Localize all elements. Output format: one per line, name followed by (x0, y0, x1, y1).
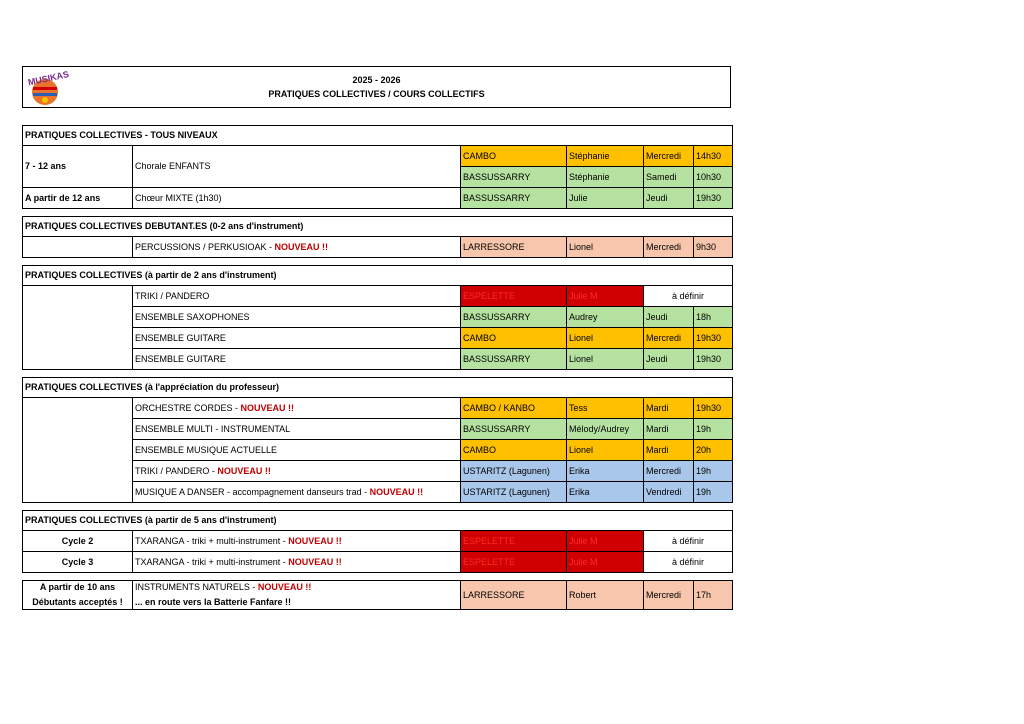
course-name: ENSEMBLE SAXOPHONES (133, 307, 461, 328)
day: Mercredi (644, 146, 694, 167)
teacher: Erika (567, 482, 644, 503)
course-name: ENSEMBLE GUITARE (133, 328, 461, 349)
time: 14h30 (694, 146, 733, 167)
day: Mardi (644, 419, 694, 440)
location: ESPELETTE (461, 286, 567, 307)
time: 19h (694, 461, 733, 482)
section-2-ans (22, 265, 733, 370)
course-name: TXARANGA - triki + multi-instrument - NOUVEAU !! (133, 531, 461, 552)
teacher: Julie (567, 188, 644, 209)
nouveau-badge: NOUVEAU !! (369, 486, 424, 497)
time: 10h30 (694, 167, 733, 188)
table-row (23, 286, 733, 307)
day: Mardi (644, 398, 694, 419)
day: Samedi (644, 167, 694, 188)
course-name: TRIKI / PANDERO (133, 286, 461, 307)
table-row (23, 188, 733, 209)
teacher: Lionel (567, 328, 644, 349)
course-name: ENSEMBLE MULTI - INSTRUMENTAL (133, 419, 461, 440)
nouveau-badge: NOUVEAU !! (257, 582, 312, 592)
course-name: ENSEMBLE MUSIQUE ACTUELLE (133, 440, 461, 461)
section-5-ans (22, 510, 733, 573)
teacher: Lionel (567, 440, 644, 461)
age-group: A partir de 12 ans (23, 188, 133, 209)
teacher: Erika (567, 461, 644, 482)
time: 19h30 (694, 328, 733, 349)
time: 19h (694, 482, 733, 503)
age-group-empty (23, 398, 133, 503)
school-year: 2025 - 2026 (352, 75, 401, 85)
table-row (23, 581, 733, 610)
location: BASSUSSARRY (461, 349, 567, 370)
location: BASSUSSARRY (461, 307, 567, 328)
location: BASSUSSARRY (461, 419, 567, 440)
time: 17h (694, 581, 733, 610)
course-name: INSTRUMENTS NATURELS - NOUVEAU !! ... en route vers la Batterie Fanfare !! (133, 581, 461, 610)
schedule-tbd: à définir (644, 531, 733, 552)
logo-text: MUSIKAS (27, 69, 70, 88)
course-name: TXARANGA - triki + multi-instrument - NOUVEAU !! (133, 552, 461, 573)
day: Mardi (644, 440, 694, 461)
teacher: Julie M (567, 286, 644, 307)
location: ESPELETTE (461, 552, 567, 573)
teacher: Mélody/Audrey (567, 419, 644, 440)
teacher: Stéphanie (567, 167, 644, 188)
course-name: PERCUSSIONS / PERKUSIOAK - NOUVEAU !! (133, 237, 461, 258)
location: CAMBO / KANBO (461, 398, 567, 419)
schedule-tbd: à définir (644, 286, 733, 307)
location: LARRESSORE (461, 581, 567, 610)
table-row (23, 237, 733, 258)
table-row (23, 531, 733, 552)
time: 19h (694, 419, 733, 440)
course-name: Chœur MIXTE (1h30) (133, 188, 461, 209)
location: CAMBO (461, 440, 567, 461)
teacher: Julie M (567, 552, 644, 573)
schedule-tbd: à définir (644, 552, 733, 573)
day: Mercredi (644, 581, 694, 610)
teacher: Stéphanie (567, 146, 644, 167)
location: USTARITZ (Lagunen) (461, 482, 567, 503)
day: Jeudi (644, 307, 694, 328)
nouveau-badge: NOUVEAU !! (288, 556, 342, 567)
teacher: Tess (567, 398, 644, 419)
musikas-logo (25, 68, 77, 108)
section-title: PRATIQUES COLLECTIVES DEBUTANT.ES (0-2 ans d'instrument) (23, 217, 733, 237)
document-header (22, 66, 731, 108)
nouveau-badge: NOUVEAU !! (274, 241, 329, 252)
cycle-label: Cycle 2 (23, 531, 133, 552)
section-title: PRATIQUES COLLECTIVES (à partir de 2 ans d'instrument) (23, 266, 733, 286)
time: 19h30 (694, 188, 733, 209)
section-title: PRATIQUES COLLECTIVES - TOUS NIVEAUX (23, 126, 733, 146)
table-row (23, 552, 733, 573)
teacher: Julie M (567, 531, 644, 552)
time: 18h (694, 307, 733, 328)
section-instruments-naturels (22, 580, 733, 610)
time: 19h30 (694, 349, 733, 370)
nouveau-badge: NOUVEAU !! (288, 535, 342, 546)
time: 20h (694, 440, 733, 461)
section-tous-niveaux (22, 125, 733, 209)
location: BASSUSSARRY (461, 167, 567, 188)
day: Mercredi (644, 237, 694, 258)
page-title: PRATIQUES COLLECTIVES / COURS COLLECTIFS (268, 89, 485, 99)
time: 9h30 (694, 237, 733, 258)
table-row (23, 146, 733, 167)
course-name: Chorale ENFANTS (133, 146, 461, 188)
section-debutants (22, 216, 733, 258)
day: Jeudi (644, 349, 694, 370)
day: Jeudi (644, 188, 694, 209)
course-name: TRIKI / PANDERO - NOUVEAU !! (133, 461, 461, 482)
teacher: Lionel (567, 349, 644, 370)
teacher: Audrey (567, 307, 644, 328)
location: LARRESSORE (461, 237, 567, 258)
section-appreciation (22, 377, 733, 503)
nouveau-badge: NOUVEAU !! (240, 402, 295, 413)
time: 19h30 (694, 398, 733, 419)
age-group: A partir de 10 ans Débutants acceptés ! (23, 581, 133, 610)
section-title: PRATIQUES COLLECTIVES (à partir de 5 ans d'instrument) (23, 511, 733, 531)
teacher: Lionel (567, 237, 644, 258)
day: Vendredi (644, 482, 694, 503)
teacher: Robert (567, 581, 644, 610)
age-group-empty (23, 286, 133, 370)
age-group-empty (23, 237, 133, 258)
nouveau-badge: NOUVEAU !! (217, 465, 271, 476)
course-name: MUSIQUE A DANSER - accompagnement danseurs trad - NOUVEAU !! (133, 482, 461, 503)
location: ESPELETTE (461, 531, 567, 552)
location: BASSUSSARRY (461, 188, 567, 209)
cycle-label: Cycle 3 (23, 552, 133, 573)
location: USTARITZ (Lagunen) (461, 461, 567, 482)
location: CAMBO (461, 146, 567, 167)
day: Mercredi (644, 461, 694, 482)
location: CAMBO (461, 328, 567, 349)
course-name: ORCHESTRE CORDES - NOUVEAU !! (133, 398, 461, 419)
day: Mercredi (644, 328, 694, 349)
section-title: PRATIQUES COLLECTIVES (à l'appréciation du professeur) (23, 378, 733, 398)
course-name: ENSEMBLE GUITARE (133, 349, 461, 370)
table-row (23, 398, 733, 419)
age-group: 7 - 12 ans (23, 146, 133, 188)
